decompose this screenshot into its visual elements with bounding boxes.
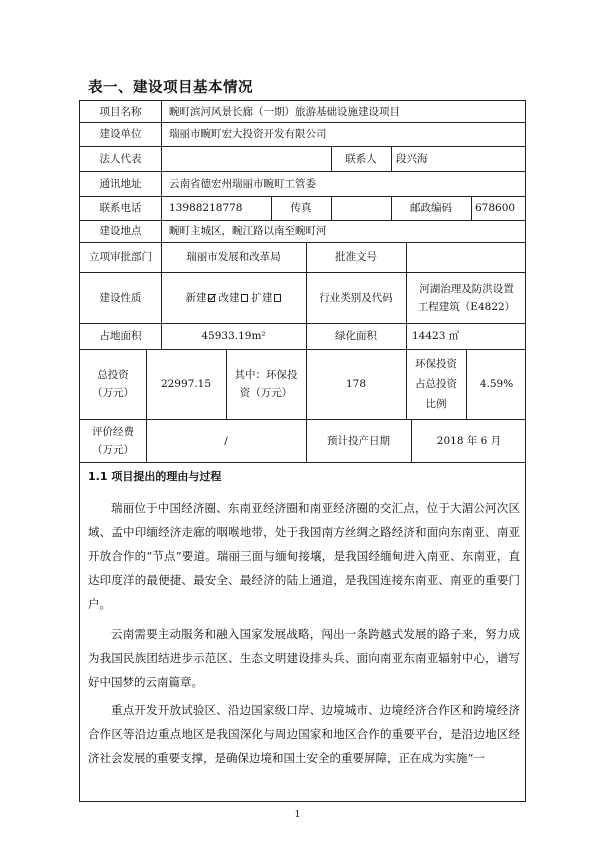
location-value: 畹町主城区，畹江路以南至畹町河 (169, 225, 327, 237)
env-investment-value: 178 (345, 378, 367, 390)
location-label: 建设地点 (99, 225, 142, 237)
legal-rep-label: 法人代表 (99, 152, 142, 165)
page-number: 1 (294, 810, 301, 820)
opt-rebuild-label: 改建 (218, 291, 240, 304)
area-value: 45933.19m² (201, 330, 266, 342)
evaluation-cost-label-line1: 评价经费 (92, 425, 134, 438)
phone-value: 13988218778 (169, 202, 243, 214)
total-investment-label-line1: 总投资 (97, 369, 129, 381)
postcode-value: 678600 (475, 202, 516, 214)
opt-expand-label: 扩建 (251, 291, 273, 304)
phone-label: 联系电话 (99, 202, 142, 214)
env-ratio-label-line2: 占总投资 (415, 378, 457, 390)
approval-value: 瑞丽市发展和改革局 (186, 251, 281, 263)
row-divider (80, 462, 525, 463)
evaluation-cost-label-line2: （万元） (92, 443, 134, 456)
env-investment-label-line2: 资（万元） (239, 387, 293, 399)
area-label: 占地面积 (99, 330, 142, 342)
unit-label: 建设单位 (99, 128, 142, 140)
postcode-label: 邮政编码 (410, 202, 452, 214)
env-ratio-label-line3: 比例 (425, 398, 447, 410)
unit-value: 瑞丽市畹町宏大投资开发有限公司 (169, 128, 327, 140)
green-area-label: 绿化面积 (335, 330, 377, 342)
legal-rep-value (161, 146, 331, 171)
approval-doc-label: 批准文号 (335, 251, 377, 263)
industry-line-1: 河湖治理及防洪设置 (419, 282, 514, 295)
evaluation-cost-label (80, 419, 146, 462)
industry-label: 行业类别及代码 (319, 291, 393, 304)
total-investment-label (80, 349, 146, 419)
env-investment-label-line1: 其中：环保投 (234, 369, 298, 381)
address-value: 云南省德宏州瑞丽市畹町工管委 (169, 177, 316, 190)
approval-doc-value (406, 242, 527, 272)
total-investment-value: 22997.15 (160, 378, 212, 390)
address-label: 通讯地址 (99, 177, 142, 190)
project-info-table (79, 100, 526, 802)
env-ratio-value: 4.59% (479, 378, 514, 390)
fax-label: 传真 (290, 202, 312, 214)
env-investment-label (226, 349, 306, 419)
production-date-label: 预计投产日期 (327, 434, 390, 447)
section-heading: 1.1 项目提出的理由与过程 (88, 470, 222, 483)
checkbox-rebuild[interactable] (241, 294, 248, 302)
paragraph: 瑞丽位于中国经济圈、东南亚经济圈和南亚经济圈的交汇点，位于大湄公河次区域、孟中印缅经济走廊的咽喉地带，处于我国南方丝绸之路经济和面向东南亚、南亚开放合作的“节点”要道。瑞丽三面与缅甸接壤，是我国经缅甸进入南亚、东南亚，直达印度洋的最便捷、最安全、最经济的陆上通道，是我国连接东南亚、南亚的重要门户。 (88, 501, 520, 611)
contact-label: 联系人 (345, 152, 377, 165)
approval-label: 立项审批部门 (89, 251, 152, 263)
green-area-value: 14423 ㎡ (412, 330, 460, 342)
contact-value: 段兴海 (396, 152, 428, 165)
opt-new-label: 新建 (185, 291, 207, 304)
env-ratio-label-line1: 环保投资 (415, 358, 457, 370)
project-name-value: 畹町滨河风景长廊（一期）旅游基础设施建设项目 (169, 105, 400, 118)
nature-options (161, 272, 306, 323)
project-name-label: 项目名称 (99, 105, 142, 118)
evaluation-cost-value: / (224, 434, 228, 447)
industry-value (406, 272, 527, 323)
nature-label: 建设性质 (99, 291, 142, 304)
checkbox-new[interactable] (208, 294, 215, 302)
env-ratio-label (406, 349, 466, 419)
paragraph: 云南需要主动服务和融入国家发展战略，闯出一条跨越式发展的路子来，努力成为我国民族团结进步示范区、生态文明建设排头兵、面向南亚东南亚辐射中心，谱写好中国梦的云南篇章。 (88, 627, 520, 689)
production-date-value: 2018 年 6 月 (436, 434, 502, 447)
checkbox-expand[interactable] (274, 294, 281, 302)
paragraph: 重点开发开放试验区、沿边国家级口岸、边境城市、边境经济合作区和跨境经济合作区等沿边重点地区是我国深化与周边国家和地区合作的重要平台，是沿边地区经济社会发展的重要支撑，是确保边境和国土安全的重要屏障，正在成为实施“一 (88, 703, 520, 765)
fax-value (331, 196, 391, 220)
industry-line-2: 工程建筑（E4822） (417, 300, 516, 313)
page-title: 表一、建设项目基本情况 (88, 80, 253, 96)
total-investment-label-line2: （万元） (92, 387, 134, 399)
